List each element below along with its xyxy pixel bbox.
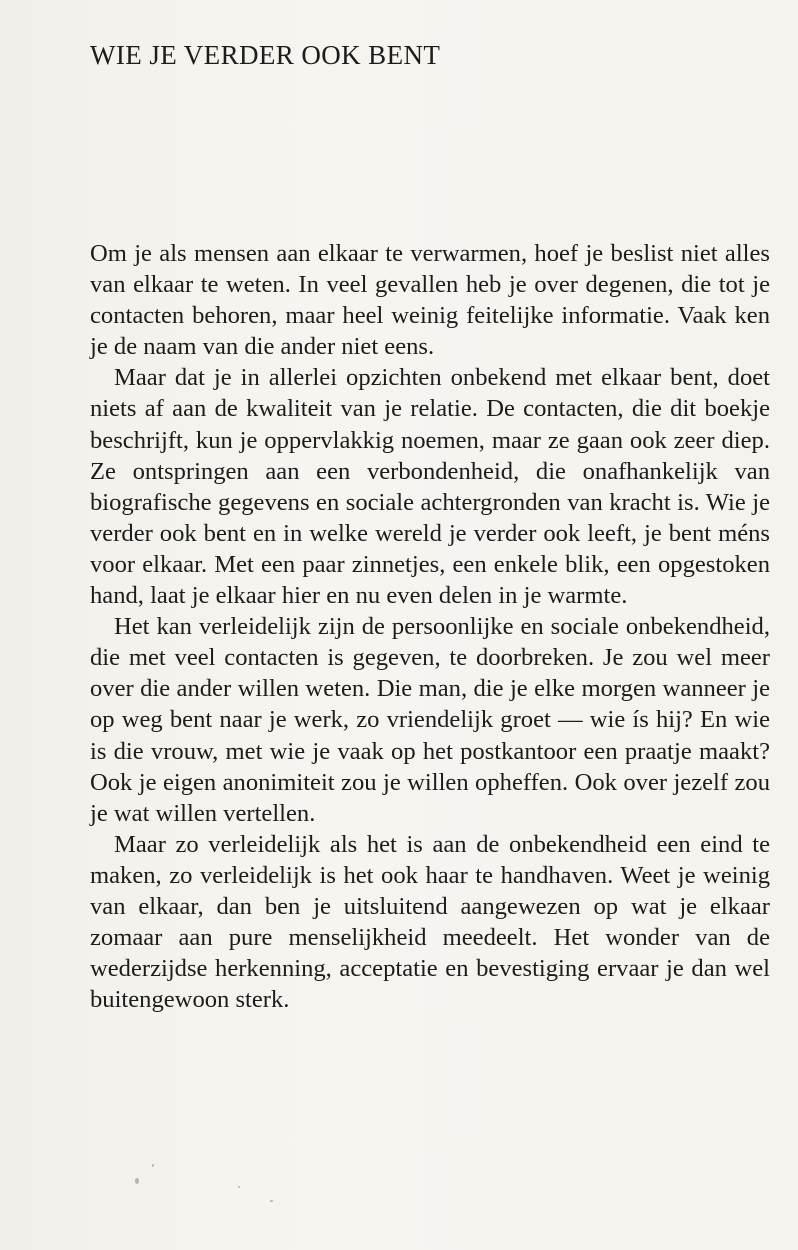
paper-speck bbox=[152, 1164, 154, 1167]
body-text bbox=[90, 238, 770, 1015]
paper-speck bbox=[270, 1200, 273, 1202]
running-head: WIE JE VERDER OOK BENT bbox=[90, 40, 441, 70]
paragraph-3: Het kan verleidelijk zijn de persoonlijke en sociale onbekendheid, die met veel contacten is gegeven, te doorbreken. Je zou wel meer over die ander willen weten. Die man, die je elke morgen wanneer je op weg bent naar je werk, zo vriendelijk groet — wie ís hij? En wie is die vrouw, met wie je vaak op het postkantoor een praatje maakt? Ook je eigen anonimiteit zou je willen opheffen. Ook over jezelf zou je wat willen vertellen. bbox=[90, 613, 770, 827]
paragraph-4: Maar zo verleidelijk als het is aan de onbekendheid een eind te maken, zo verleidelijk is het ook haar te handhaven. Weet je weinig van elkaar, dan ben je uitsluitend aangewezen op wat je elkaar zomaar aan pure menselijkheid meedeelt. Het wonder van de wederzijdse herkenning, acceptatie en bevestiging ervaar je dan wel buitengewoon sterk. bbox=[90, 830, 770, 1014]
paper-speck bbox=[135, 1178, 139, 1184]
paragraph-1: Om je als mensen aan elkaar te verwarmen, hoef je beslist niet alles van elkaar te weten. In veel gevallen heb je over degenen, die tot je contacten behoren, maar heel weinig feitelijke informatie. Vaak ken je de naam van die ander niet eens. bbox=[90, 240, 770, 361]
paragraph-2: Maar dat je in allerlei opzichten onbekend met elkaar bent, doet niets af aan de kwaliteit van je relatie. De contacten, die dit boekje beschrijft, kun je oppervlakkig noemen, maar ze gaan ook zeer diep. Ze ontspringen aan een verbondenheid, die onafhankelijk van biografische gegevens en sociale achtergronden van kracht is. Wie je verder ook bent en in welke wereld je verder ook leeft, je bent méns voor elkaar. Met een paar zinnetjes, een enkele blik, een opgestoken hand, laat je elkaar hier en nu even delen in je warmte. bbox=[90, 364, 770, 610]
paper-speck bbox=[238, 1186, 240, 1188]
